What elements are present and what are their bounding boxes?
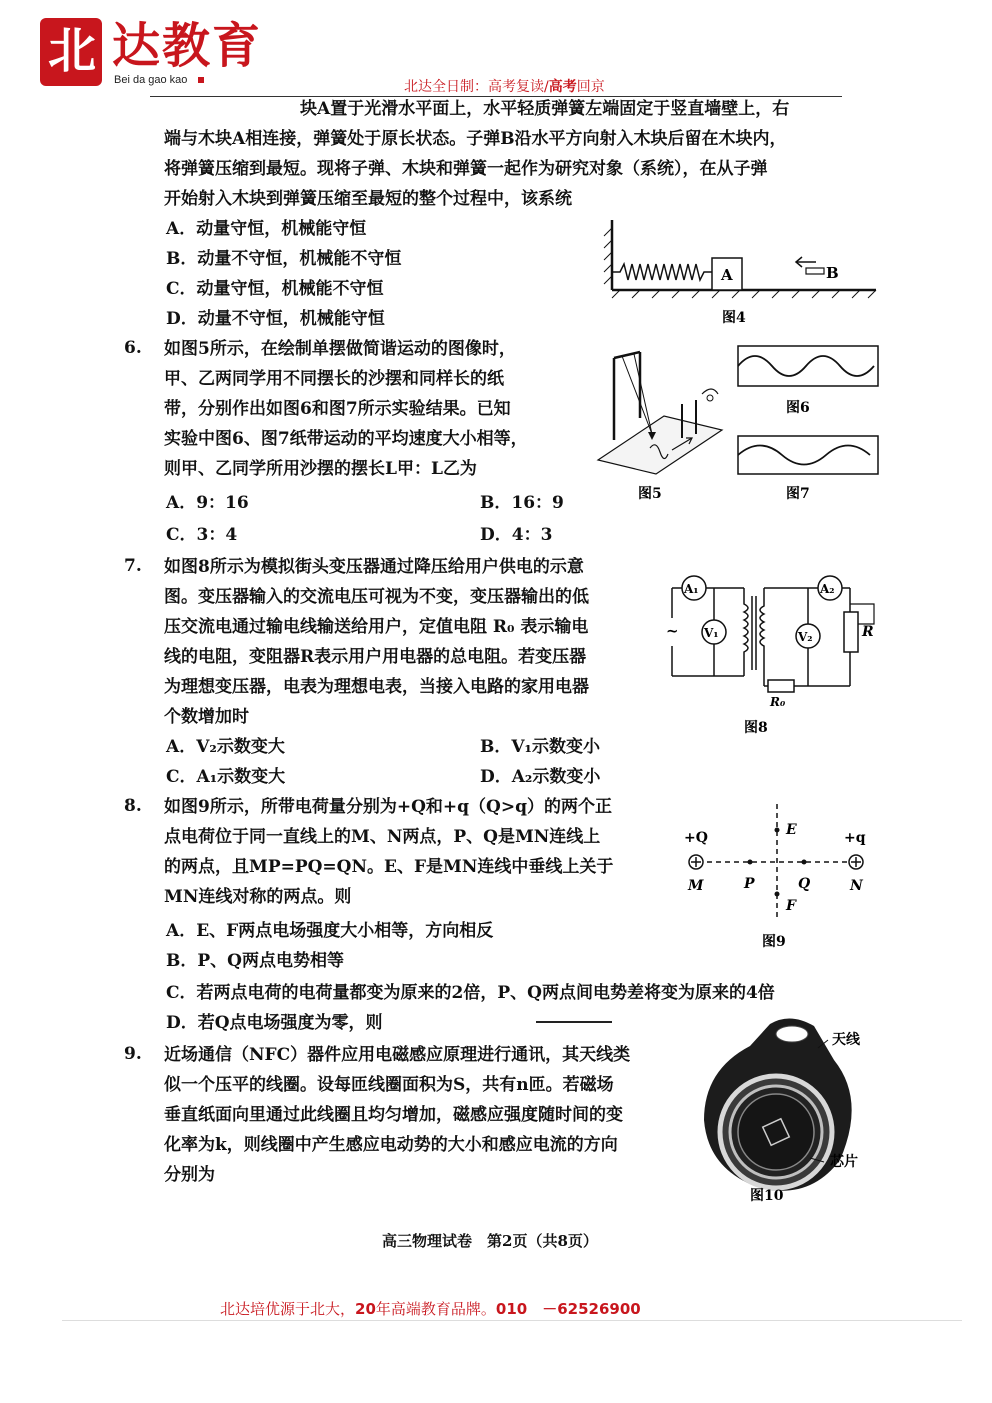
q7-number: 7. [124,556,142,576]
figure-4 [600,210,890,330]
q6-line-4: 实验中图6、图7纸带运动的平均速度大小相等， [164,429,528,449]
q5-line-3: 将弹簧压缩到最短。现将子弹、木块和弹簧一起作为研究对象（系统），在从子弹 [164,159,768,179]
q6-number: 6. [124,338,142,358]
q5-option-a: A．动量守恒，机械能守恒 [166,219,367,239]
q7-option-a: A．V₂示数变大 [166,737,285,757]
header-suffix: 回京 [576,79,605,95]
fig8-v2: V₂ [798,630,813,644]
fig8-a2: A₂ [820,582,835,596]
q8-line-2: 点电荷位于同一直线上的M、N两点，P、Q是MN连线上 [164,827,601,847]
fig9-m: M [688,878,704,894]
q6-option-d: D．4：3 [480,525,553,545]
fig9-plus-q-big: +Q [684,830,708,846]
q8-number: 8. [124,796,142,816]
q5-line-2: 端与木块A相连接，弹簧处于原长状态。子弹B沿水平方向射入木块后留在木块内， [164,129,787,149]
q6-option-a: A．9：16 [166,493,249,513]
q5-option-c: C．动量守恒，机械能不守恒 [166,279,384,299]
q6-line-1: 如图5所示，在绘制单摆做简谐运动的图像时， [164,339,516,359]
fig9-plus-q-small: +q [844,830,866,846]
figure-8 [664,566,888,738]
figure-10 [690,1010,890,1210]
figure-9 [680,800,876,950]
header-prefix: 北达全日制：高考复读/ [404,79,549,95]
logo-square [198,77,204,83]
fig9-p: P [744,876,755,892]
q7-line-6: 个数增加时 [164,707,249,727]
fig10-antenna: 天线 [832,1032,860,1048]
fig9-n: N [850,878,863,894]
q8-option-a: A．E、F两点电场强度大小相等，方向相反 [166,921,494,941]
fig4-label-a: A [721,266,733,284]
figures-5-6-7 [592,340,892,510]
header-bold: 高考 [548,79,577,95]
fig8-caption: 图8 [744,720,768,736]
fig4-caption: 图4 [722,310,746,326]
q9-line-3: 垂直纸面向里通过此线圈且均匀增加，磁感应强度随时间的变 [164,1105,623,1125]
logo-bei: 北 [47,23,96,79]
fig6-caption: 图6 [786,400,810,416]
fig9-e: E [786,822,797,838]
q8-option-b: B．P、Q两点电势相等 [166,951,344,971]
fig7-caption: 图7 [786,486,810,502]
q6-option-c: C．3：4 [166,525,238,545]
bottom-middle: 年高端教育品牌。 [375,1300,496,1318]
fig10-chip: 芯片 [830,1154,858,1170]
q9-number: 9. [124,1044,142,1064]
fig8-a1: A₁ [684,582,699,596]
q5-option-d: D．动量不守恒，机械能守恒 [166,309,385,329]
fig8-ac: ~ [666,622,679,640]
q5-line-1: 块A置于光滑水平面上，水平轻质弹簧左端固定于竖直墙壁上，右 [300,99,790,119]
q8-line-1: 如图9所示，所带电荷量分别为+Q和+q（Q>q）的两个正 [164,797,612,817]
q7-line-1: 如图8所示为模拟街头变压器通过降压给用户供电的示意 [164,557,584,577]
q7-line-4: 线的电阻，变阻器R表示用户用电器的总电阻。若变压器 [164,647,587,667]
fig8-v1: V₁ [704,626,719,640]
bottom-prefix: 北达培优源于北大， [220,1300,356,1318]
bottom-bold-1: 20 [355,1300,376,1318]
q7-option-b: B．V₁示数变小 [480,737,601,757]
fig10-caption: 图10 [750,1188,784,1204]
q9-line-1: 近场通信（NFC）器件应用电磁感应原理进行通讯，其天线类 [164,1045,631,1065]
q7-option-d: D．A₂示数变小 [480,767,601,787]
q7-option-c: C．A₁示数变大 [166,767,286,787]
header-banner [404,76,605,96]
q8-option-d: D．若Q点电场强度为零，则 [166,1013,383,1033]
logo-subtitle: Bei da gao kao [114,74,188,86]
footer-line [62,1320,962,1321]
page-footer: 高三物理试卷 第2页（共8页） [382,1232,598,1250]
fig8-r0: R₀ [770,695,786,709]
bottom-phone: 010 －62526900 [495,1300,641,1318]
q7-line-5: 为理想变压器，电表为理想电表，当接入电路的家用电器 [164,677,589,697]
q8-line-3: 的两点，且MP=PQ=QN。E、F是MN连线中垂线上关于 [164,857,614,877]
q8-answer-blank [536,1021,612,1023]
q5-option-b: B．动量不守恒，机械能不守恒 [166,249,402,269]
fig8-r: R [862,624,874,640]
fig5-caption: 图5 [638,486,662,502]
q6-line-3: 带，分别作出如图6和图7所示实验结果。已知 [164,399,511,419]
q9-line-2: 似一个压平的线圈。设每匝线圈面积为S，共有n匝。若磁场 [164,1075,614,1095]
bottom-banner [220,1298,641,1319]
fig9-caption: 图9 [762,934,786,950]
fig9-f: F [786,898,796,914]
q6-line-5: 则甲、乙同学所用沙摆的摆长L甲：L乙为 [164,459,477,479]
logo-text: 达教育 [112,18,263,74]
fig9-q: Q [798,876,811,892]
q9-line-4: 化率为k，则线圈中产生感应电动势的大小和感应电流的方向 [164,1135,618,1155]
q6-line-2: 甲、乙两同学用不同摆长的沙摆和同样长的纸 [164,369,504,389]
q8-line-4: MN连线对称的两点。则 [164,887,352,907]
q8-option-c: C．若两点电荷的电荷量都变为原来的2倍，P、Q两点间电势差将变为原来的4倍 [166,983,775,1003]
q7-line-2: 图。变压器输入的交流电压可视为不变，变压器输出的低 [164,587,589,607]
q5-line-4: 开始射入木块到弹簧压缩至最短的整个过程中，该系统 [164,189,572,209]
q7-line-3: 压交流电通过输电线输送给用户，定值电阻 R₀ 表示输电 [164,617,589,637]
q6-option-b: B．16：9 [480,493,564,513]
fig4-label-b: B [826,264,839,282]
q9-line-5: 分别为 [164,1165,215,1185]
